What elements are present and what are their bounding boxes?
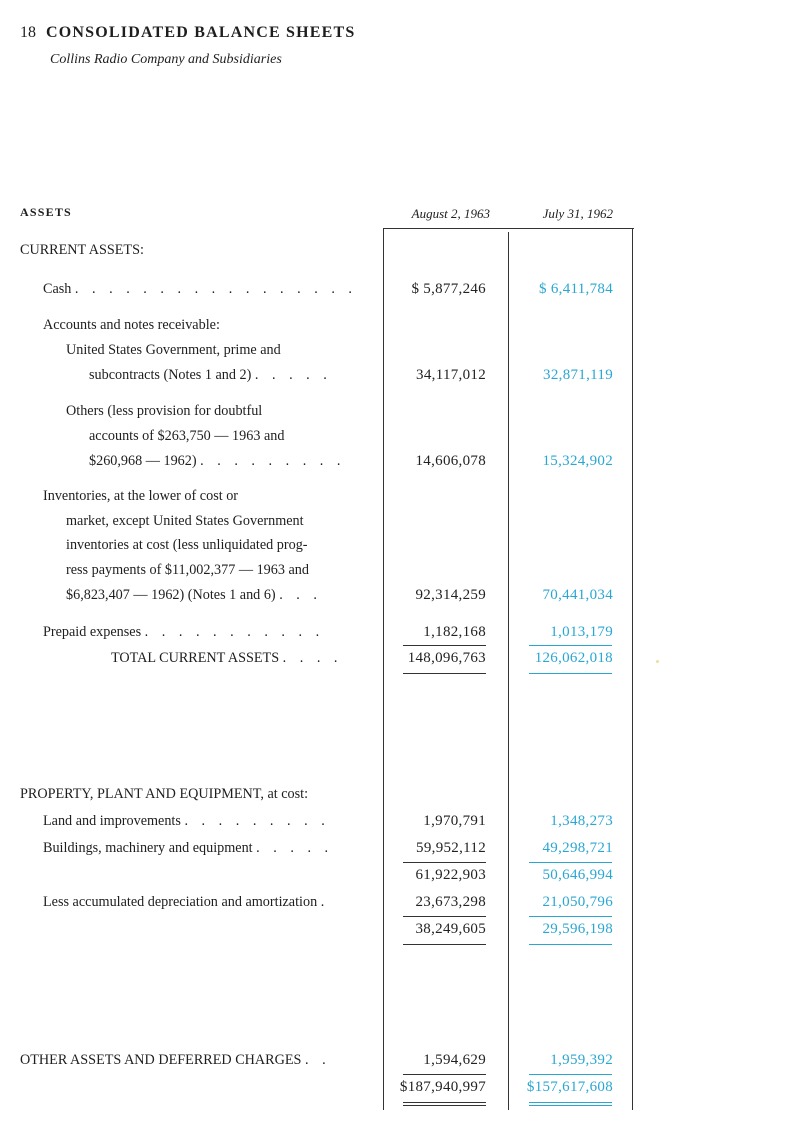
land-1962: 1,348,273: [550, 813, 613, 829]
total-current-rule-1963: [403, 673, 486, 674]
other-assets-1962: 1,959,392: [550, 1052, 613, 1068]
ppe-net-1963: 38,249,605: [415, 921, 486, 937]
depreciation-label: Less accumulated depreciation and amortization .: [43, 894, 330, 910]
other-assets-1963: 1,594,629: [423, 1052, 486, 1068]
prepaid-1963: 1,182,168: [423, 624, 486, 640]
inventories-line-4: ress payments of $11,002,377 — 1963 and: [66, 562, 309, 578]
grand-total-double-rule-1963-a: [403, 1102, 486, 1103]
column-divider-middle: [508, 232, 509, 1110]
cash-1963: $ 5,877,246: [411, 281, 486, 297]
cash-label: Cash . . . . . . . . . . . . . . . . .: [43, 281, 357, 297]
inventories-line-1: Inventories, at the lower of cost or: [43, 488, 239, 504]
us-gov-1962: 32,871,119: [543, 367, 613, 383]
others-1962: 15,324,902: [542, 453, 613, 469]
prepaid-label: Prepaid expenses . . . . . . . . . . .: [43, 624, 325, 640]
column-header-1963: August 2, 1963: [411, 206, 490, 221]
page-title: CONSOLIDATED BALANCE SHEETS: [46, 24, 356, 41]
us-gov-1963: 34,117,012: [416, 367, 486, 383]
inventories-1963: 92,314,259: [415, 587, 486, 603]
total-current-assets-1962: 126,062,018: [534, 650, 613, 666]
buildings-1962: 49,298,721: [542, 840, 613, 856]
page-number: 18: [20, 24, 36, 41]
land-1963: 1,970,791: [423, 813, 486, 829]
ppe-subtotal-1962: 50,646,994: [542, 867, 613, 883]
ppe-heading: PROPERTY, PLANT AND EQUIPMENT, at cost:: [20, 786, 309, 802]
page-subtitle: Collins Radio Company and Subsidiaries: [50, 52, 282, 67]
land-label: Land and improvements . . . . . . . . .: [43, 813, 330, 829]
prepaid-1962: 1,013,179: [550, 624, 613, 640]
ppe-net-rule-1962: [529, 944, 612, 945]
total-current-assets-1963: 148,096,763: [407, 650, 486, 666]
other-assets-rule-1962: [529, 1074, 612, 1075]
buildings-rule-1963: [403, 862, 486, 863]
grand-total-double-rule-1962-b: [529, 1105, 612, 1106]
others-line-3: $260,968 — 1962) . . . . . . . . .: [89, 453, 346, 469]
inventories-line-5: $6,823,407 — 1962) (Notes 1 and 6) . . .: [66, 587, 322, 603]
paper-speck: [656, 660, 659, 663]
us-gov-line-2: subcontracts (Notes 1 and 2) . . . . .: [89, 367, 332, 383]
depreciation-1963: 23,673,298: [415, 894, 486, 910]
depreciation-rule-1963: [403, 916, 486, 917]
other-assets-label: OTHER ASSETS AND DEFERRED CHARGES . .: [20, 1052, 331, 1068]
inventories-line-2: market, except United States Government: [66, 513, 304, 529]
grand-total-double-rule-1962-a: [529, 1102, 612, 1103]
buildings-rule-1962: [529, 862, 612, 863]
total-current-rule-1962: [529, 673, 612, 674]
cash-1962: $ 6,411,784: [539, 281, 613, 297]
column-header-1962: July 31, 1962: [542, 206, 613, 221]
grand-total-1963: $187,940,997: [399, 1079, 486, 1095]
current-assets-heading: CURRENT ASSETS:: [20, 242, 144, 258]
others-line-2: accounts of $263,750 — 1963 and: [89, 428, 285, 444]
ppe-net-rule-1963: [403, 944, 486, 945]
others-1963: 14,606,078: [415, 453, 486, 469]
other-assets-rule-1963: [403, 1074, 486, 1075]
us-gov-line-1: United States Government, prime and: [66, 342, 281, 358]
grand-total-1962: $157,617,608: [526, 1079, 613, 1095]
column-top-rule: [383, 228, 634, 229]
total-current-assets-label: TOTAL CURRENT ASSETS . . . .: [111, 650, 343, 666]
grand-total-double-rule-1963-b: [403, 1105, 486, 1106]
others-line-1: Others (less provision for doubtful: [66, 403, 263, 419]
column-divider-left: [383, 228, 384, 1110]
ppe-net-1962: 29,596,198: [542, 921, 613, 937]
prepaid-rule-1962: [529, 645, 612, 646]
buildings-label: Buildings, machinery and equipment . . . . .: [43, 840, 334, 856]
ppe-subtotal-1963: 61,922,903: [415, 867, 486, 883]
inventories-1962: 70,441,034: [542, 587, 613, 603]
depreciation-rule-1962: [529, 916, 612, 917]
prepaid-rule-1963: [403, 645, 486, 646]
inventories-line-3: inventories at cost (less unliquidated prog-: [66, 537, 308, 553]
depreciation-1962: 21,050,796: [542, 894, 613, 910]
receivables-heading: Accounts and notes receivable:: [43, 317, 220, 333]
assets-heading: ASSETS: [20, 205, 72, 219]
column-divider-right: [632, 228, 633, 1110]
buildings-1963: 59,952,112: [416, 840, 486, 856]
